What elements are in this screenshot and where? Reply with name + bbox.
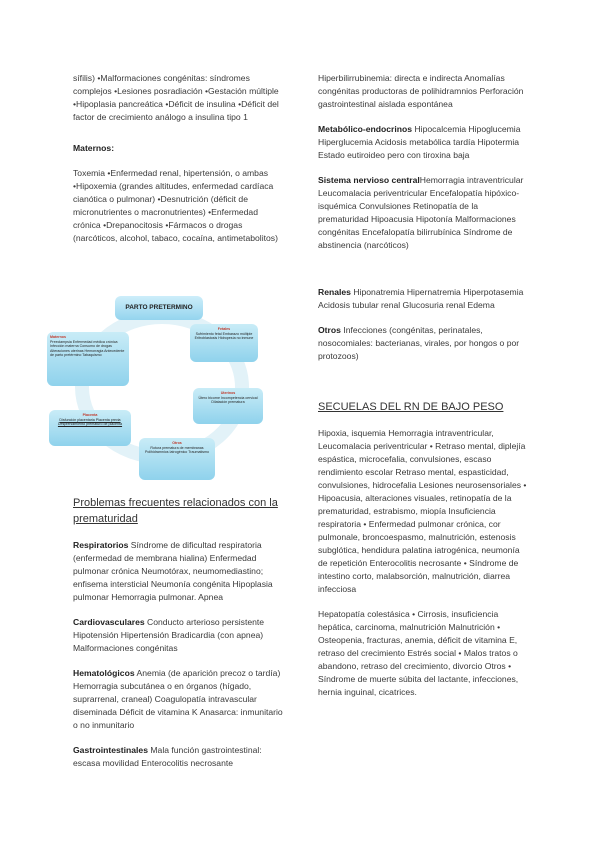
maternos-title: Maternos: xyxy=(73,143,115,153)
diagram-center-box: PARTO PRETERMINO xyxy=(115,296,203,320)
secuelas-paragraph: Hipoxia, isquemia Hemorragia intraventricular, Leucomalacia periventricular • Retraso mental, diplejía espástica, microcefalia, convulsiones, escaso rendimiento escolar Retraso mental, espasticidad, convulsiones, hidrocefalia Lesiones neurosensoriales • Hipoacusia, alteraciones visuales, retinopatía de la prematuridad, estrabismo, miopía Insuficiencia respiratoria • Enfermedad pulmonar crónica, cor pulmonale, broncoespasmo, malnutrición, estenosis subglótica, hendidura palatina iatrogénica, neumonía de repetición Enterocolitis necrosante • Síndrome de intestino corto, malabsorción, malnutrición, diarrea infecciosa xyxy=(318,428,527,594)
gastrointestinales-paragraph: Gastrointestinales Mala función gastrointestinal: escasa movilidad Enterocolitis necrosante xyxy=(73,745,262,768)
snc-paragraph: Sistema nervioso centralHemorragia intraventricular Leucomalacia periventricular Encefalopatía hipóxico-isquémica Convulsiones Retinopatía de la prematuridad Hipoacusia Hipotonía Malformaciones congénitas Encefalopatía bilirrubínica Síndrome de abstinencia (narcóticos) xyxy=(318,175,524,250)
hiperbilirrubinemia-paragraph: Hiperbilirrubinemia: directa e indirecta Anomalías congénitas productoras de polihidramnios Perforación gastrointestinal aislada espontánea xyxy=(318,73,524,109)
hepatopatia-paragraph: Hepatopatía colestásica • Cirrosis, insuficiencia hepática, carcinoma, malnutrición Malnutrición • Osteopenia, fracturas, anemia, déficit de vitamina E, retraso del crecimiento Estrés social • Malos tratos o abandono, retraso del crecimiento, divorcio Otros • Síndrome de muerte súbita del lactante, infecciones, hernia inguinal, cicatrices. xyxy=(318,609,519,697)
left-column xyxy=(73,72,283,257)
right-column xyxy=(318,72,530,711)
cardiovasculares-paragraph: Cardiovasculares Conducto arterioso persistente Hipotensión Hipertensión Bradicardia (con apnea) Malformaciones congénitas xyxy=(73,617,265,653)
secuelas-heading: SECUELAS DEL RN DE BAJO PESO xyxy=(318,401,504,413)
diagram-box-otros: Otros Rotura prematura de membranas Polihidramnios Iatrogénico Traumatismo xyxy=(139,438,215,480)
diagram-box-maternos: Maternos Preeclampsia Enfermedad médica crónica Infección materna Consumo de drogas Alteraciones uterinas Hemorragia Antecedente de parto pretérmino Tabaquismo xyxy=(47,332,129,386)
hematologicos-paragraph: Hematológicos Anemia (de aparición precoz o tardía) Hemorragia subcutánea o en órganos (hígado, suprarrenal, craneal) Coagulopatía intravascular diseminada Déficit de vitamina K Anasarca: inmunitario o no inmunitario xyxy=(73,668,283,730)
diagram-box-fetales: Fetales Sufrimiento fetal Embarazo múltiple Eritroblastosis Hidropesía no inmune xyxy=(190,324,258,362)
otros-paragraph: Otros Infecciones (congénitas, perinatales, nosocomiales: bacterianas, virales, por hongos o por protozoos) xyxy=(318,325,520,361)
respiratorios-paragraph: Respiratorios Síndrome de dificultad respiratoria (enfermedad de membrana hialina) Enfermedad pulmonar crónica Neumotórax, neumomediastino; enfisema intersticial Neumonía congénita Hipoplasia pulmonar Hemorragia pulmonar. Apnea xyxy=(73,540,273,602)
left-column-bottom xyxy=(73,495,283,782)
diagram-box-uterinos: Uterinos Útero bicorne Incompetencia cervical Dilatación prematura xyxy=(193,388,263,424)
diagram-box-placenta: Placenta Disfunción placentaria Placenta previa Desprendimiento prematuro de placenta xyxy=(49,410,131,446)
parto-pretermino-diagram xyxy=(45,292,280,482)
metabolico-paragraph: Metabólico-endocrinos Hipocalcemia Hipoglucemia Hiperglucemia Acidosis metabólica tardía Hipotermia Estado eutiroideo pero con tiroxina baja xyxy=(318,124,521,160)
intro-paragraph: sífilis) •Malformaciones congénitas: síndromes complejos •Lesiones posradiación •Gestación múltiple •Hipoplasia pancreática •Déficit de insulina •Déficit del factor de crecimiento análogo a insulina tipo 1 xyxy=(73,73,279,122)
renales-paragraph: Renales Hiponatremia Hipernatremia Hiperpotasemia Acidosis tubular renal Glucosuria renal Edema xyxy=(318,287,524,310)
maternos-paragraph: Toxemia •Enfermedad renal, hipertensión, o ambas •Hipoxemia (grandes altitudes, enfermedad cardíaca cianótica o pulmonar) •Desnutrición (déficit de micronutrientes o macronutrientes) •Enfermedad crónica •Drepanocitosis •Fármacos o drogas (narcóticos, alcohol, tabaco, cocaína, antimetabolitos) xyxy=(73,168,278,243)
problemas-heading: Problemas frecuentes relacionados con la prematuridad xyxy=(73,497,278,525)
